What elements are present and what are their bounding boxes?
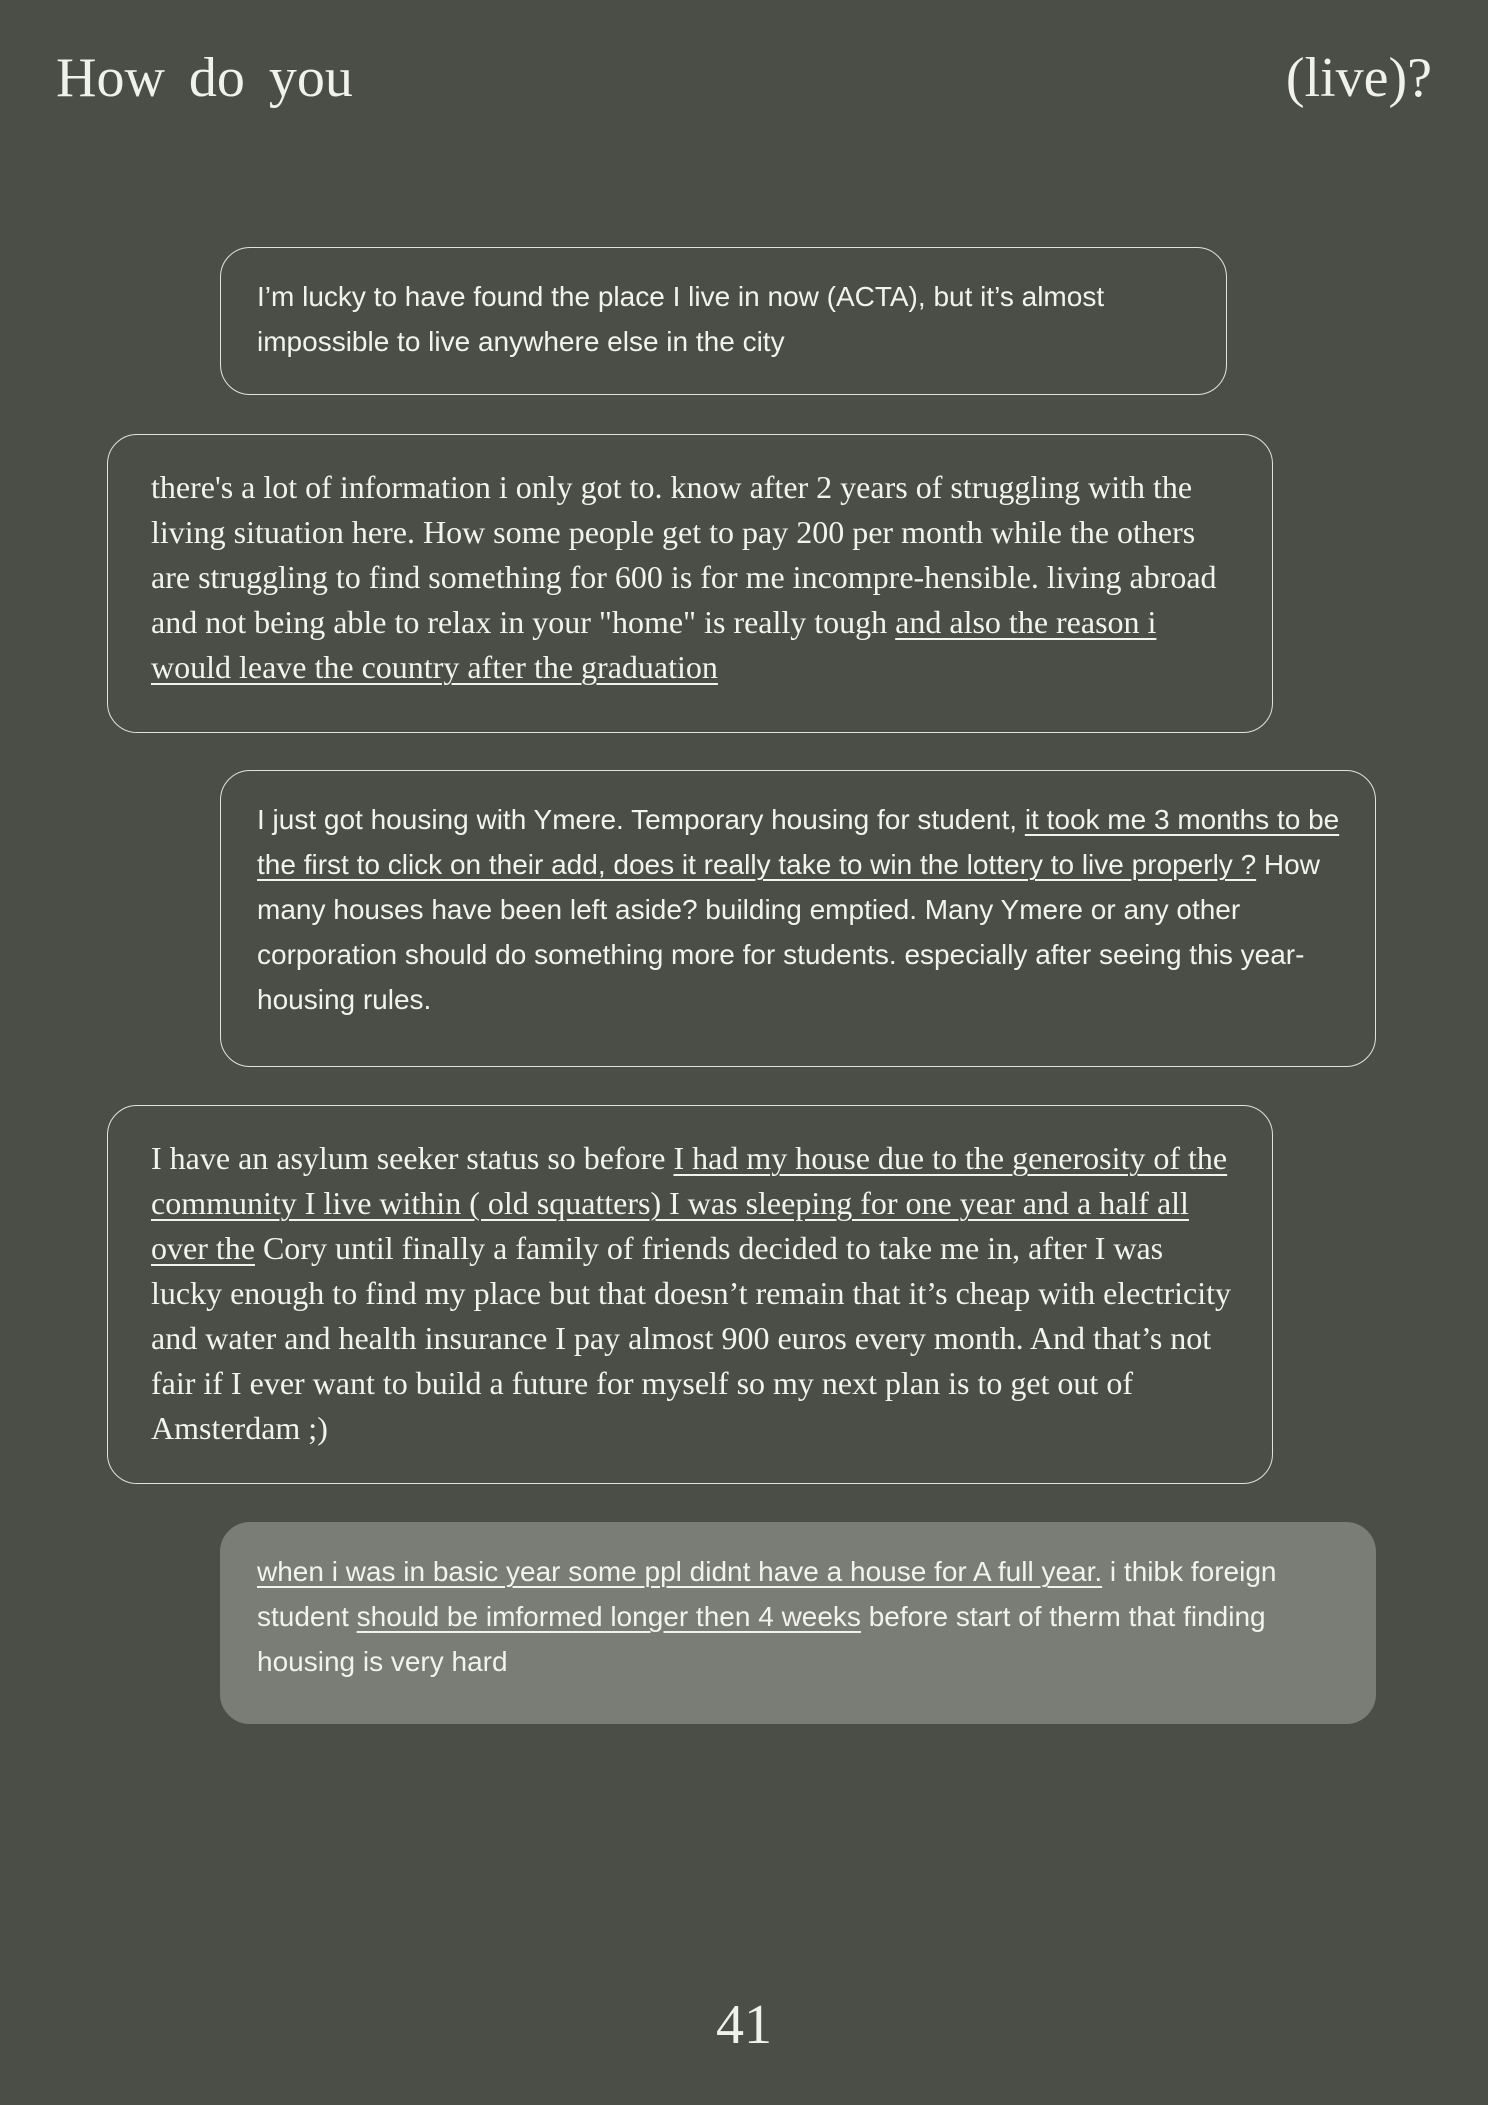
quote-bubble <box>107 1105 1273 1484</box>
quote-bubble <box>107 434 1273 733</box>
quote-text: How many houses have been left aside? building emptied. Many Ymere or any other corporation should do something more for students. especially after seeing this year-housing rules. <box>257 849 1320 1015</box>
quote-text: I just got housing with Ymere. Temporary housing for student, <box>257 804 1025 835</box>
quote-text: i thibk foreign student <box>257 1556 1277 1632</box>
quote-text: I have an asylum seeker status so before <box>151 1140 674 1176</box>
quote-bubble <box>220 247 1227 395</box>
page-number: 41 <box>716 1994 772 2056</box>
quote-highlight: it took me 3 months to be the first to click on their add, does it really take to win the lottery to live properly ? <box>257 804 1340 880</box>
quote-bubble <box>220 770 1376 1067</box>
quote-highlight: should be imformed longer then 4 weeks <box>356 1601 861 1632</box>
quote-bubble-highlighted <box>220 1522 1376 1724</box>
quote-highlight: I had my house due to the generosity of the community I live within ( old squatters) I was sleeping for one year and a half all over the <box>151 1140 1228 1266</box>
quote-text: there's a lot of information i only got to. know after 2 years of struggling with the living situation here. How some people get to pay 200 per month while the others are struggling to find something for 600 is for me incompre-hensible. living abroad and not being able to relax in your "home" is really tough <box>151 469 1217 640</box>
quote-highlight: and also the reason i would leave the country after the graduation <box>151 604 1157 685</box>
quote-text: Cory until finally a family of friends decided to take me in, after I was lucky enough to find my place but that doesn’t remain that it’s cheap with electricity and water and health insurance I pay almost 900 euros every month. And that’s not fair if I ever want to build a future for myself so my next plan is to get out of Amsterdam ;) <box>151 1230 1231 1446</box>
quote-highlight: when i was in basic year some ppl didnt have a house for A full year. <box>257 1556 1103 1587</box>
quote-text: before start of therm that finding housing is very hard <box>257 1601 1266 1677</box>
page-title-live: (live)? <box>1285 47 1432 109</box>
quote-text: I’m lucky to have found the place I live in now (ACTA), but it’s almost impossible to live anywhere else in the city <box>257 281 1105 357</box>
page-title: How do you <box>56 47 353 109</box>
